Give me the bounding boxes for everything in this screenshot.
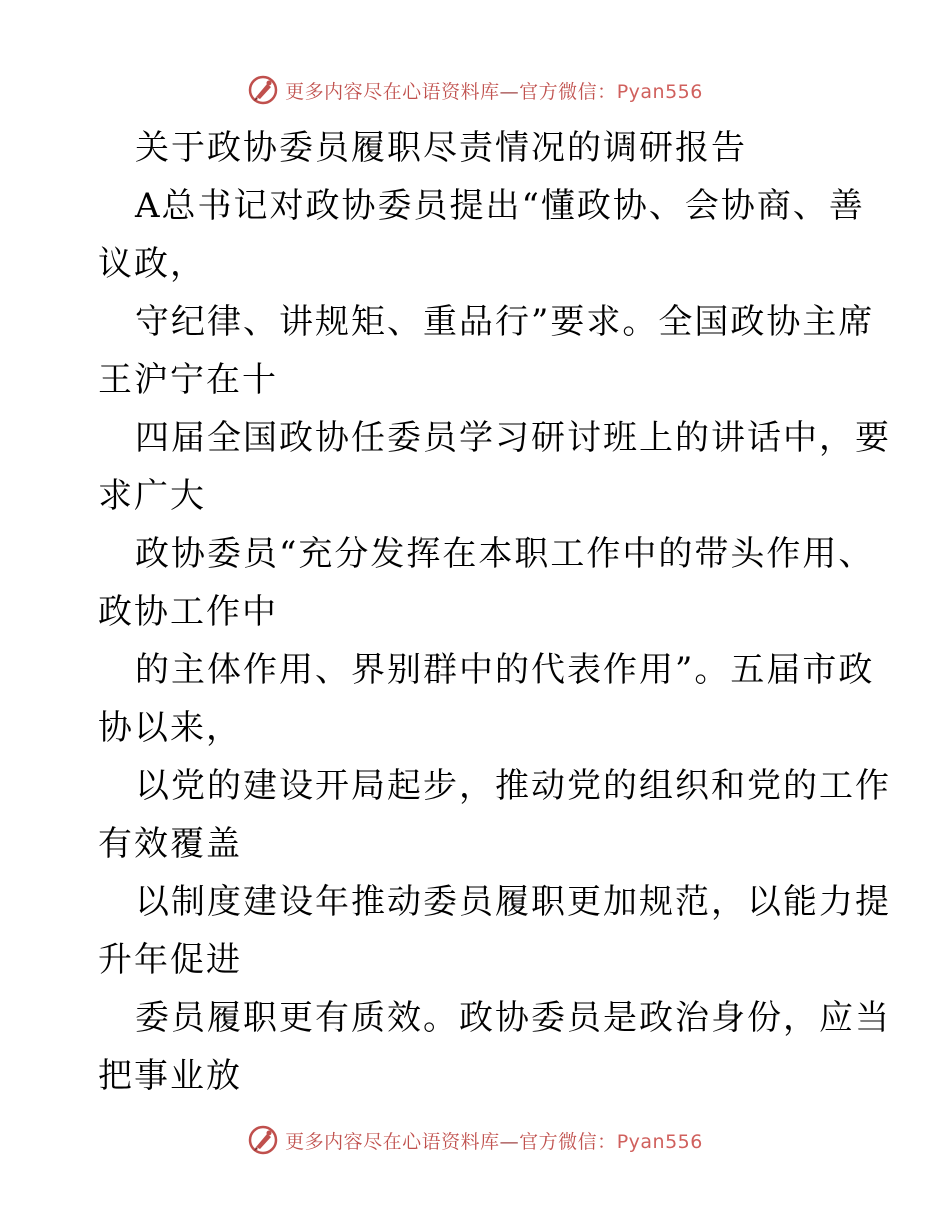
banner-text-group	[285, 1127, 703, 1154]
paragraph-line: 守纪律、讲规矩、重品行”要求。全国政协主席	[135, 302, 875, 342]
pen-logo-icon	[247, 1124, 279, 1156]
footer-banner	[0, 1120, 950, 1160]
banner-inner	[247, 74, 703, 106]
banner-account: Pyan556	[616, 1130, 703, 1153]
banner-main-text: 更多内容尽在心语资料库	[285, 1130, 500, 1153]
header-banner	[0, 70, 950, 110]
paragraph-line: 协以来，	[98, 708, 242, 748]
paragraph-line: 以制度建设年推动委员履职更加规范，以能力提	[135, 882, 891, 922]
paragraph-line: 政协工作中	[98, 592, 278, 632]
pen-logo-icon	[247, 74, 279, 106]
paragraph-line: 求广大	[98, 476, 206, 516]
paragraph-line: 议政，	[98, 244, 206, 284]
banner-separator: —	[499, 80, 520, 103]
paragraph-line: 王沪宁在十	[98, 360, 278, 400]
paragraph-line: 四届全国政协任委员学习研讨班上的讲话中，要	[135, 418, 891, 458]
paragraph-line: 政协委员“充分发挥在本职工作中的带头作用、	[135, 534, 875, 574]
document-title: 关于政协委员履职尽责情况的调研报告	[135, 128, 747, 168]
banner-main-text: 更多内容尽在心语资料库	[285, 80, 500, 103]
banner-separator: —	[499, 1130, 520, 1153]
banner-account: Pyan556	[616, 80, 703, 103]
banner-inner	[247, 1124, 703, 1156]
banner-official-label: 官方微信：	[519, 80, 617, 103]
paragraph-line: 把事业放	[98, 1056, 242, 1096]
paragraph-line: 的主体作用、界别群中的代表作用”。五届市政	[135, 650, 875, 690]
banner-official-label: 官方微信：	[519, 1130, 617, 1153]
paragraph-line: 以党的建设开局起步，推动党的组织和党的工作	[135, 766, 891, 806]
paragraph-line: 有效覆盖	[98, 824, 242, 864]
banner-text-group	[285, 77, 703, 104]
paragraph-line: 升年促进	[98, 940, 242, 980]
paragraph-line: 委员履职更有质效。政协委员是政治身份，应当	[135, 998, 891, 1038]
paragraph-line: A总书记对政协委员提出“懂政协、会协商、善	[135, 186, 865, 226]
